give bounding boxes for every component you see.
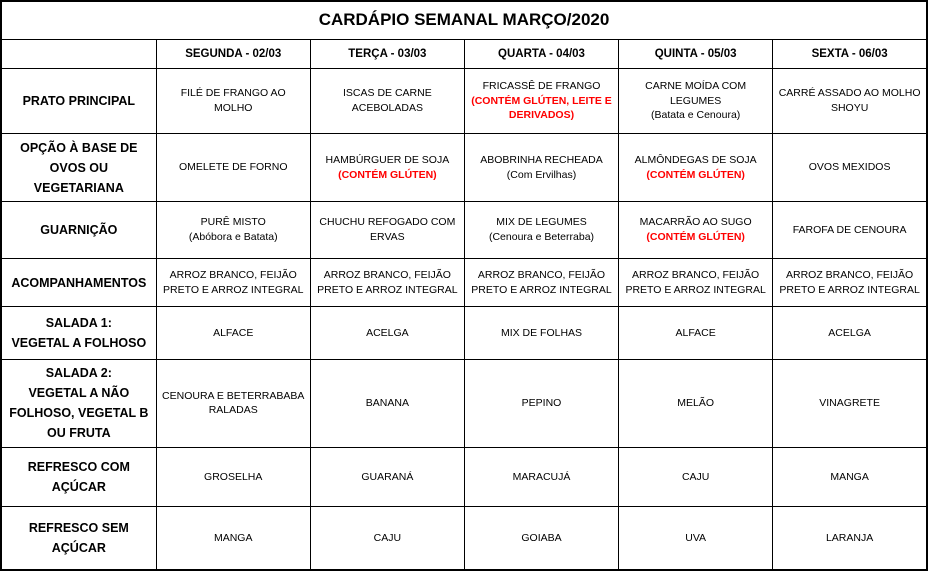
day-header-monday: SEGUNDA - 02/03 xyxy=(156,39,310,68)
menu-cell xyxy=(464,359,618,447)
page-title: CARDÁPIO SEMANAL MARÇO/2020 xyxy=(1,1,927,39)
menu-item-text: ARROZ BRANCO, FEIJÃO PRETO E ARROZ INTEGRAL xyxy=(779,269,920,296)
menu-item-text: CAJU xyxy=(373,531,402,544)
day-header-wednesday: QUARTA - 04/03 xyxy=(464,39,618,68)
table-row xyxy=(1,68,927,134)
table-row xyxy=(1,448,927,507)
menu-item-text: ARROZ BRANCO, FEIJÃO PRETO E ARROZ INTEGRAL xyxy=(625,269,766,296)
menu-item-text: CAJU xyxy=(681,470,710,483)
menu-item-text: FILÉ DE FRANGO AO MOLHO xyxy=(180,87,286,114)
menu-item-text: OMELETE DE FORNO xyxy=(178,161,288,174)
menu-cell xyxy=(773,307,927,360)
menu-item-text: FAROFA DE CENOURA xyxy=(792,223,907,236)
menu-cell xyxy=(156,448,310,507)
menu-cell xyxy=(619,359,773,447)
menu-cell xyxy=(310,134,464,202)
menu-item-text: LARANJA xyxy=(825,531,874,544)
menu-cell xyxy=(773,134,927,202)
menu-cell xyxy=(773,359,927,447)
menu-cell xyxy=(619,134,773,202)
menu-cell xyxy=(310,506,464,570)
menu-cell xyxy=(310,307,464,360)
row-label: SALADA 1: VEGETAL A FOLHOSO xyxy=(1,307,156,360)
menu-cell xyxy=(619,68,773,134)
menu-cell xyxy=(464,506,618,570)
menu-item-text: CENOURA E BETERRABABA RALADAS xyxy=(162,389,305,417)
corner-empty-cell xyxy=(1,39,156,68)
menu-item-text: UVA xyxy=(685,531,707,544)
menu-cell xyxy=(619,307,773,360)
menu-item-text: ARROZ BRANCO, FEIJÃO PRETO E ARROZ INTEGRAL xyxy=(163,269,304,296)
table-row xyxy=(1,258,927,307)
menu-item-text: PURÊ MISTO xyxy=(200,216,266,229)
table-row xyxy=(1,134,927,202)
row-label: GUARNIÇÃO xyxy=(1,202,156,259)
menu-item-text: GOIABA xyxy=(521,531,562,544)
menu-cell xyxy=(773,506,927,570)
menu-cell xyxy=(310,448,464,507)
menu-cell xyxy=(619,202,773,259)
menu-cell xyxy=(310,258,464,307)
row-label: PRATO PRINCIPAL xyxy=(1,68,156,134)
row-label: OPÇÃO À BASE DE OVOS OU VEGETARIANA xyxy=(1,134,156,202)
menu-item-text: (Cenoura e Beterraba) xyxy=(488,230,595,243)
menu-item-text: CARRÉ ASSADO AO MOLHO SHOYU xyxy=(778,87,921,114)
menu-cell xyxy=(464,307,618,360)
menu-cell xyxy=(310,359,464,447)
menu-item-text: HAMBÚRGUER DE SOJA xyxy=(325,154,450,167)
menu-item-text: GROSELHA xyxy=(204,470,263,483)
menu-item-text: CARNE MOÍDA COM LEGUMES xyxy=(645,80,747,107)
menu-cell xyxy=(464,68,618,134)
menu-cell xyxy=(464,134,618,202)
table-row xyxy=(1,307,927,360)
menu-cell xyxy=(619,258,773,307)
menu-cell xyxy=(773,448,927,507)
menu-cell xyxy=(773,258,927,307)
menu-item-text: ACELGA xyxy=(366,326,409,339)
menu-item-text: ALMÔNDEGAS DE SOJA xyxy=(634,154,757,167)
menu-cell xyxy=(619,448,773,507)
menu-item-text: (Com Ervilhas) xyxy=(506,168,577,181)
day-header-thursday: QUINTA - 05/03 xyxy=(619,39,773,68)
row-label: REFRESCO COM AÇÚCAR xyxy=(1,448,156,507)
menu-item-text: ALFACE xyxy=(213,326,254,339)
menu-cell xyxy=(310,68,464,134)
menu-cell xyxy=(464,448,618,507)
menu-item-text: BANANA xyxy=(365,397,409,410)
menu-cell xyxy=(156,307,310,360)
row-label: REFRESCO SEM AÇÚCAR xyxy=(1,506,156,570)
title-row xyxy=(1,1,927,39)
table-row xyxy=(1,506,927,570)
menu-item-text: ALFACE xyxy=(675,326,716,339)
menu-item-text: MIX DE FOLHAS xyxy=(500,326,583,339)
menu-item-text: ISCAS DE CARNE ACEBOLADAS xyxy=(343,87,432,114)
row-label: ACOMPANHAMENTOS xyxy=(1,258,156,307)
allergen-warning-text: (CONTÉM GLÚTEN, LEITE E DERIVADOS) xyxy=(471,94,612,122)
menu-cell xyxy=(156,506,310,570)
menu-cell xyxy=(156,202,310,259)
menu-item-text: PEPINO xyxy=(521,397,562,410)
menu-cell xyxy=(156,68,310,134)
row-label: SALADA 2: VEGETAL A NÃO FOLHOSO, VEGETAL B OU FRUTA xyxy=(1,359,156,447)
menu-cell xyxy=(156,134,310,202)
table-row xyxy=(1,359,927,447)
menu-item-text: MIX DE LEGUMES xyxy=(496,216,587,229)
menu-item-text: FRICASSÊ DE FRANGO xyxy=(482,80,601,93)
menu-item-text: MELÃO xyxy=(677,397,715,410)
menu-cell xyxy=(773,68,927,134)
menu-table-body xyxy=(1,68,927,570)
menu-item-text: (Batata e Cenoura) xyxy=(650,109,741,122)
allergen-warning-text: (CONTÉM GLÚTEN) xyxy=(338,168,437,181)
day-header-row xyxy=(1,39,927,68)
menu-item-text: OVOS MEXIDOS xyxy=(808,161,891,174)
menu-cell xyxy=(464,202,618,259)
menu-item-text: CHUCHU REFOGADO COM ERVAS xyxy=(319,216,456,243)
table-row xyxy=(1,202,927,259)
menu-item-text: VINAGRETE xyxy=(819,397,880,410)
menu-cell xyxy=(156,359,310,447)
allergen-warning-text: (CONTÉM GLÚTEN) xyxy=(646,230,745,243)
menu-item-text: GUARANÁ xyxy=(361,470,414,483)
allergen-warning-text: (CONTÉM GLÚTEN) xyxy=(646,168,745,181)
menu-item-text: ABOBRINHA RECHEADA xyxy=(480,154,603,167)
menu-cell xyxy=(619,506,773,570)
menu-item-text: ARROZ BRANCO, FEIJÃO PRETO E ARROZ INTEGRAL xyxy=(471,269,612,296)
menu-cell xyxy=(310,202,464,259)
menu-cell xyxy=(773,202,927,259)
menu-item-text: MANGA xyxy=(830,470,869,483)
menu-item-text: MANGA xyxy=(213,531,253,544)
menu-item-text: MACARRÃO AO SUGO xyxy=(639,216,752,229)
day-header-tuesday: TERÇA - 03/03 xyxy=(310,39,464,68)
menu-item-text: (Abóbora e Batata) xyxy=(188,230,278,243)
menu-cell xyxy=(464,258,618,307)
menu-cell xyxy=(156,258,310,307)
day-header-friday: SEXTA - 06/03 xyxy=(773,39,927,68)
menu-item-text: MARACUJÁ xyxy=(512,470,571,483)
menu-item-text: ACELGA xyxy=(828,326,871,339)
menu-item-text: ARROZ BRANCO, FEIJÃO PRETO E ARROZ INTEGRAL xyxy=(317,269,458,296)
